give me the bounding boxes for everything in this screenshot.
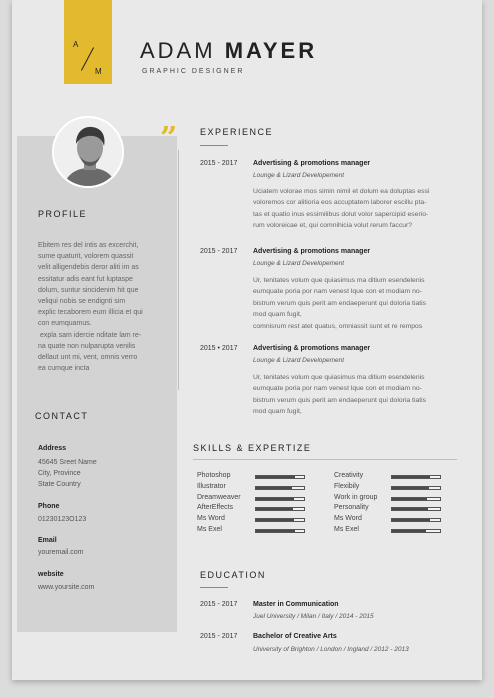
contact-heading: CONTACT: [35, 411, 89, 421]
job-description-line: mod quam fugit,: [253, 311, 302, 319]
profile-line: ea cumque incta: [38, 365, 90, 373]
skill-level-fill: [392, 508, 428, 510]
skill-name: Work in group: [334, 493, 378, 501]
quote-mark-icon: ”: [160, 121, 178, 156]
profile-line: con eumquamus.: [38, 320, 92, 328]
job-description-line: Ur, tenitates volum que quiasimus ma ditium esendelenis: [253, 277, 425, 284]
education-detail: University of Brighton / London / Ingland / 2012 - 2013: [253, 646, 409, 653]
monogram-block: [64, 0, 112, 84]
address-line: City, Province: [38, 470, 81, 477]
monogram-initial-first: A: [73, 40, 79, 49]
website-label: website: [38, 571, 64, 578]
skill-name: AfterEffects: [197, 504, 234, 512]
skill-name: Ms Exel: [197, 526, 222, 533]
skill-name: Ms Word: [334, 515, 362, 523]
skill-level-fill: [392, 519, 430, 521]
email-value[interactable]: youremail.com: [38, 549, 84, 556]
phone-label: Phone: [38, 503, 60, 510]
job-title: Advertising & promotions manager: [253, 160, 371, 167]
education-heading: EDUCATION: [200, 570, 266, 580]
profile-line: velit alligendebis deror aliti im as: [38, 264, 139, 272]
job-description-line: comnisrum rest atet quatus, omniassit sunt et re rempos: [253, 322, 423, 330]
skill-level-bar: [255, 507, 305, 511]
skill-level-bar: [391, 518, 441, 522]
education-heading-rule: [200, 587, 228, 588]
job-title: Advertising & promotions manager: [253, 248, 371, 255]
skill-level-fill: [256, 530, 295, 532]
education-date: 2015 - 2017: [200, 601, 238, 608]
job-description-line: bistrum verum quis perit am endaeperunt qui doloria tiatis: [253, 396, 427, 404]
job-description-line: voloremos cor alitioria eos accuptatem laborer escillu pta-: [253, 199, 427, 207]
phone-value: 01230123O123: [38, 516, 87, 523]
job-description: [253, 275, 426, 332]
website-value[interactable]: www.yoursite.com: [38, 584, 95, 591]
job-date: 2015 - 2017: [200, 160, 238, 167]
profile-line: dolum, suntur sincidenim hit que: [38, 286, 139, 294]
job-description-line: mod quam fugit,: [253, 408, 302, 416]
education-detail: Juel University / Milan / Italy / 2014 - 2015: [253, 613, 374, 620]
skill-level-fill: [392, 530, 426, 532]
job-date: 2015 - 2017: [200, 248, 238, 255]
skill-name: Creativity: [334, 472, 364, 479]
profile-line: expla sam idercie nditate lam re-: [38, 331, 142, 339]
experience-heading-rule: [200, 145, 228, 146]
candidate-name: [140, 38, 317, 64]
education-title: Master in Communication: [253, 601, 339, 608]
job-description-line: tas et quatio inus essimilibus dolut volor sapercipid eserio-: [253, 210, 429, 218]
job-role: GRAPHIC DESIGNER: [142, 68, 245, 75]
skill-level-bar: [255, 529, 305, 533]
skill-level-bar: [255, 497, 305, 501]
skill-level-fill: [256, 476, 295, 478]
skill-name: Personality: [334, 504, 369, 512]
job-company: Lounge & Lizard Developement: [253, 357, 345, 364]
profile-line: Ebitem res del intis as excerchit,: [38, 242, 139, 249]
skill-level-fill: [256, 487, 292, 489]
profile-text: [38, 240, 164, 374]
experience-divider: [178, 150, 179, 390]
profile-line: dellaut unt mi, vent, omnis verro: [38, 354, 138, 362]
last-name: MAYER: [224, 38, 318, 63]
skill-level-fill: [392, 476, 430, 478]
skill-name: Ms Exel: [334, 526, 359, 533]
skill-level-fill: [256, 498, 294, 500]
profile-photo: [52, 116, 124, 188]
job-company: Lounge & Lizard Developement: [253, 172, 345, 179]
skill-level-fill: [392, 487, 429, 489]
first-name: ADAM: [140, 38, 216, 63]
skill-name: Illustrator: [197, 482, 226, 490]
profile-line: na quate non nulparupta venilis: [38, 342, 136, 350]
skills-heading: SKILLS & EXPERTIZE: [193, 443, 312, 453]
job-description-line: bistrum verum quis perit am endaeperunt qui doloria tiatis: [253, 299, 427, 307]
profile-line: veliqui nobis se endignti sim: [38, 298, 126, 306]
skill-level-bar: [391, 529, 441, 533]
skill-level-fill: [256, 508, 293, 510]
profile-heading: PROFILE: [38, 209, 88, 219]
skill-level-fill: [256, 519, 294, 521]
profile-line: essitatur adis eant fut luptaspe: [38, 275, 133, 283]
education-date: 2015 - 2017: [200, 633, 238, 640]
skill-name: Photoshop: [197, 472, 231, 479]
monogram-initial-last: M: [95, 67, 102, 76]
job-company: Lounge & Lizard Developement: [253, 260, 345, 267]
education-title: Bachelor of Creative Arts: [253, 633, 337, 640]
job-description-line: Ur, tenitates volum que quiasimus ma ditium esendelenis: [253, 374, 425, 381]
experience-heading: EXPERIENCE: [200, 127, 274, 137]
skill-name: Ms Word: [197, 515, 225, 523]
monogram-slash: [81, 47, 94, 70]
job-description-line: Uciatem volorae mos simin nimil et dolum ea doluptas essi: [253, 188, 430, 195]
skill-name: Flexibily: [334, 482, 360, 490]
skill-level-bar: [391, 486, 441, 490]
skill-level-bar: [255, 518, 305, 522]
job-date: 2015 • 2017: [200, 345, 238, 352]
job-description: [253, 372, 426, 418]
profile-line: explic tecaborem eum illicia et qui: [38, 309, 143, 317]
skill-level-bar: [391, 507, 441, 511]
job-description: [253, 186, 429, 232]
skills-rule: [193, 459, 457, 460]
address-line: State Country: [38, 481, 81, 488]
skill-level-bar: [391, 497, 441, 501]
job-title: Advertising & promotions manager: [253, 345, 371, 352]
skill-level-bar: [255, 486, 305, 490]
address-label: Address: [38, 445, 67, 452]
job-description-line: rum voloreicae et, qui comnihicia volut rerum faccur?: [253, 222, 413, 230]
address-line: 45645 Sreet Name: [38, 459, 97, 466]
skill-level-bar: [255, 475, 305, 479]
email-label: Email: [38, 537, 57, 544]
job-description-line: eumquate poria por nam venest lque con et modiam no-: [253, 288, 422, 296]
skill-name: Dreamweaver: [197, 493, 241, 501]
skill-level-bar: [391, 475, 441, 479]
job-description-line: eumquate poria por nam venest lque con et modiam no-: [253, 385, 422, 393]
skill-level-fill: [392, 498, 427, 500]
profile-line: sume quaturit, volorem quassit: [38, 253, 134, 261]
